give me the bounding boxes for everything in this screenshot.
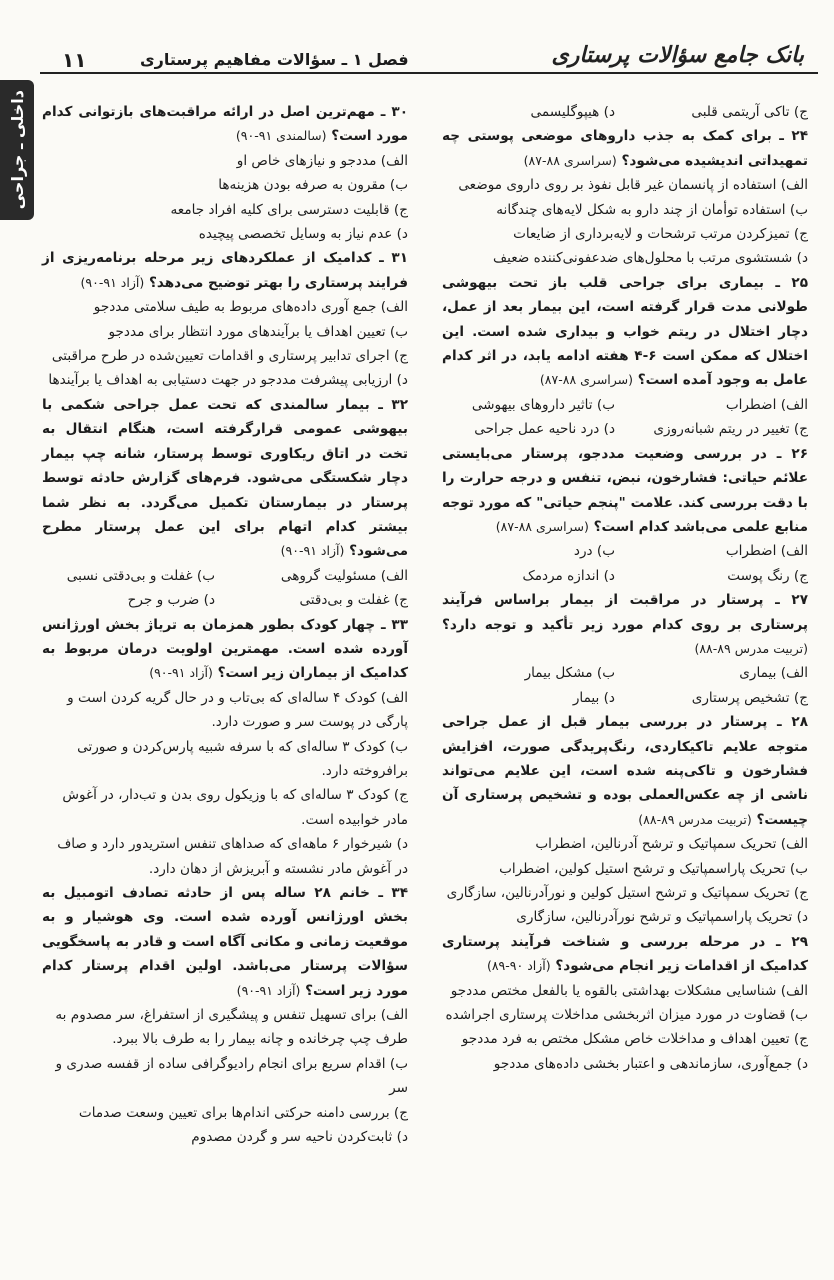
chapter-title: فصل ۱ ـ سؤالات مفاهیم پرستاری	[140, 50, 409, 69]
question-source: (آزاد ۹۱-۹۰)	[149, 665, 213, 681]
option: ب) تعیین اهداف یا برآیندهای مورد انتظار برای مددجو	[108, 323, 408, 340]
question-29	[442, 930, 808, 1076]
question-source: (آزاد ۹۱-۹۰)	[80, 274, 145, 290]
option: الف) مددجو و نیازهای خاص او	[236, 152, 408, 169]
question-31	[42, 246, 408, 392]
side-tab-label: داخلی ـ جراحی	[7, 90, 27, 210]
option: ب) کودک ۳ ساله‌ای که با سرفه شبیه پارس‌کردن و صورتی برافروخته دارد.	[77, 738, 408, 779]
question-32	[42, 393, 408, 613]
option: ب) استفاده توأمان از چند دارو به شکل لایه‌های چندگانه	[496, 201, 808, 218]
option: الف) شناسایی مشکلات بهداشتی بالقوه یا بالفعل مختص مددجو	[450, 982, 808, 999]
question-24	[442, 124, 808, 270]
option: ب) تاثیر داروهای بیهوشی	[471, 396, 615, 413]
options-row	[442, 661, 808, 685]
options-row	[42, 564, 408, 588]
question-26	[442, 442, 808, 588]
question-27	[442, 588, 808, 710]
question-text: ۲۴ ـ برای کمک به جذب داروهای موضعی پوستی چه تمهیداتی اندیشیده می‌شود؟ (سراسری ۸۸-۸۷)	[442, 128, 808, 169]
option: الف) تحریک سمپاتیک و ترشح آدرنالین، اضطراب	[535, 836, 808, 853]
option: ب) مقرون به صرفه بودن هزینه‌ها	[218, 177, 408, 194]
options-row	[42, 588, 408, 612]
question-text: ۲۷ ـ پرستار در مراقبت از بیمار براساس فرآیند پرستاری بر روی کدام مورد زیر تأکید و توجه دارد؟ (تربیت مدرس ۸۹-۸۸)	[442, 592, 808, 656]
question-text: ۳۳ ـ چهار کودک بطور همزمان به تریاژ بخش اورژانس آورده شده است. مهمترین اولویت درمان مربوط به کدامیک از بیماران زیر است؟ (آزاد ۹۱-۹۰)	[42, 616, 408, 682]
option: ب) درد	[573, 543, 615, 560]
option: ج) تحریک سمپاتیک و ترشح استیل کولین و نورآدرنالین، سازگاری	[446, 885, 808, 901]
option: الف) برای تسهیل تنفس و پیشگیری از استفراغ، سر مصدوم به طرف چپ چرخانده و چانه بیمار را به طرف بالا ببرد.	[55, 1007, 408, 1048]
question-text: ۲۵ ـ بیماری برای جراحی قلب باز تحت بیهوشی طولانی مدت قرار گرفته است، این بیمار بعد از عمل، دچار اختلال در ریتم خواب و بیداری شده است. این اختلال که ممکن است ۶-۴ هفته ادامه یابد، در اثر کدام عامل به وجود آمده است؟ (سراسری ۸۸-۸۷)	[442, 274, 808, 389]
options-row	[442, 100, 808, 124]
question-text: ۲۸ ـ پرستار در بررسی بیمار قبل از عمل جراحی متوجه علایم تاکیکاردی، رنگ‌پریدگی صورت، افزایش فشارخون و تاکی‌پنه شده است، این علایم می‌تواند ناشی از چه عکس‌العملی بوده و تشخیص پرستاری آن چیست؟ (تربیت مدرس ۸۹-۸۸)	[442, 714, 808, 828]
question-28	[442, 710, 808, 930]
question-text: ۳۰ ـ مهم‌ترین اصل در ارائه مراقبت‌های بازتوانی کدام مورد است؟ (سالمندی ۹۱-۹۰)	[42, 104, 408, 145]
option: ج) تعیین اهداف و مداخلات خاص مشکل مختص به فرد مددجو	[461, 1031, 808, 1048]
option: د) هیپوگلیسمی	[530, 104, 615, 120]
question-text: ۲۹ ـ در مرحله بررسی و شناخت فرآیند پرستاری کدامیک از اقدامات زیر انجام می‌شود؟ (آزاد ۹۰-۸۹)	[442, 933, 808, 975]
option: ج) اجرای تدابیر پرستاری و اقدامات تعیین‌شده در طرح مراقبتی	[51, 348, 408, 365]
option: د) درد ناحیه عمل جراحی	[474, 421, 615, 438]
option: د) اندازه مردمک	[522, 567, 615, 584]
option: ب) اقدام سریع برای انجام رادیوگرافی ساده از قفسه صدری و سر	[55, 1055, 408, 1097]
options-row	[442, 417, 808, 441]
option: الف) اضطراب	[725, 543, 808, 560]
options-row	[442, 686, 808, 710]
question-source: (سراسری ۸۸-۸۷)	[539, 372, 634, 388]
option: د) ارزیابی پیشرفت مددجو در جهت دستیابی به اهداف یا برآیندها	[48, 372, 408, 389]
option: ب) تحریک پاراسمپاتیک و ترشح استیل کولین، اضطراب	[499, 860, 808, 877]
option: الف) استفاده از پانسمان غیر قابل نفوذ بر روی داروی موضعی	[458, 177, 808, 194]
page-header	[40, 40, 818, 80]
question-source: (سالمندی ۹۱-۹۰)	[235, 128, 327, 144]
options-row	[442, 539, 808, 563]
question-text: ۳۲ ـ بیمار سالمندی که تحت عمل جراحی شکمی با بیهوشی عمومی قرارگرفته است، هنگام انتقال به تخت در اتاق ریکاوری توسط پرستار، شانه چپ بیمار دچار شکستگی می‌شود. فرم‌های گزارش حادثه توسط پرستار در بیمارستان تکمیل می‌گردد. به نظر شما بیشتر کدام اتهام برای این عمل پرستار مطرح می‌شود؟ (آزاد ۹۱-۹۰)	[42, 396, 408, 560]
options-row	[442, 393, 808, 417]
option: ج) بررسی دامنه حرکتی اندام‌ها برای تعیین وسعت صدمات	[78, 1104, 408, 1121]
question-source: (آزاد ۹۰-۸۹)	[486, 958, 551, 974]
option: د) بیمار	[572, 689, 615, 706]
option: ب) قضاوت در مورد میزان اثربخشی مداخلات پرستاری اجراشده	[445, 1007, 808, 1024]
question-34	[42, 881, 408, 1149]
option: الف) کودک ۴ ساله‌ای که بی‌تاب و در حال گریه کردن است و پارگی در پوست سر و صورت دارد.	[67, 689, 408, 731]
option: الف) جمع آوری داده‌های مربوط به طیف سلامتی مددجو	[93, 299, 408, 316]
option: د) جمع‌آوری، سازماندهی و اعتبار بخشی داده‌های مددجو	[493, 1055, 808, 1072]
header-divider	[40, 72, 818, 74]
question-25	[442, 271, 808, 442]
option: الف) اضطراب	[725, 396, 808, 413]
question-source: (آزاد ۹۱-۹۰)	[280, 543, 345, 559]
option: ج) کودک ۳ ساله‌ای که با وزیکول روی بدن و تب‌دار، در آغوش مادر خوابیده است.	[62, 787, 408, 828]
question-source: (سراسری ۸۸-۸۷)	[495, 518, 589, 534]
question-33	[42, 613, 408, 881]
option: د) شیرخوار ۶ ماهه‌ای که صداهای تنفس استریدور دارد و صاف در آغوش مادر نشسته و آبریزش از دهان دارد.	[57, 836, 408, 877]
question-30	[42, 100, 408, 246]
option: الف) بیماری	[739, 665, 808, 682]
option: د) شستشوی مرتب با محلول‌های ضدعفونی‌کننده ضعیف	[493, 250, 808, 267]
option: ب) غفلت و بی‌دقتی نسبی	[66, 567, 215, 584]
option: ج) رنگ پوست	[727, 567, 808, 584]
options-row	[442, 564, 808, 588]
question-source: (آزاد ۹۱-۹۰)	[236, 982, 301, 998]
option: ج) تاکی آریتمی قلبی	[691, 104, 808, 120]
option: د) عدم نیاز به وسایل تخصصی پیچیده	[198, 226, 408, 243]
question-text: ۳۴ ـ خانم ۲۸ ساله پس از حادثه تصادف اتومبیل به بخش اورژانس آورده شده است. وی هوشیار و به موقعیت زمانی و مکانی آگاه است و قادر به پاسخگویی سؤالات پرستار می‌باشد. اولین اقدام پرستار کدام مورد زیر است؟ (آزاد ۹۱-۹۰)	[42, 885, 408, 999]
option: د) ضرب و جرح	[127, 592, 215, 609]
option: ج) قابلیت دسترسی برای کلیه افراد جامعه	[170, 201, 408, 218]
option: ج) تغییر در ریتم شبانه‌روزی	[653, 421, 808, 438]
option: د) ثابت‌کردن ناحیه سر و گردن مصدوم	[191, 1129, 408, 1146]
option: ج) تمیزکردن مرتب ترشحات و لایه‌برداری از ضایعات	[513, 226, 808, 243]
option: الف) مسئولیت گروهی	[280, 567, 408, 584]
question-source: (سراسری ۸۸-۸۷)	[523, 152, 617, 168]
option: ج) تشخیص پرستاری	[691, 689, 808, 706]
question-text: ۳۱ ـ کدامیک از عملکردهای زیر مرحله برنامه‌ریزی از فرایند پرستاری را بهتر توضیح می‌دهد؟ (آزاد ۹۱-۹۰)	[42, 250, 408, 291]
question-source: (تربیت مدرس ۸۹-۸۸)	[638, 811, 752, 827]
question-source: (تربیت مدرس ۸۹-۸۸)	[694, 640, 808, 656]
option: ب) مشکل بیمار	[524, 665, 615, 682]
option: ج) غفلت و بی‌دقتی	[299, 592, 408, 609]
page-number: ۱۱	[62, 48, 87, 72]
right-column	[442, 100, 808, 1076]
left-column	[42, 100, 408, 1149]
section-side-tab	[0, 80, 34, 220]
question-text: ۲۶ ـ در بررسی وضعیت مددجو، پرستار می‌بایستی علائم حیاتی: فشارخون، نبض، تنفس و درجه حرارت را با دقت بررسی کند. علامت "پنجم حیاتی" که مورد توجه منابع علمی می‌باشد کدام است؟ (سراسری ۸۸-۸۷)	[442, 445, 808, 535]
option: د) تحریک پاراسمپاتیک و ترشح نورآدرنالین، سازگاری	[516, 909, 808, 926]
book-title: بانک جامع سؤالات پرستاری	[551, 42, 804, 68]
